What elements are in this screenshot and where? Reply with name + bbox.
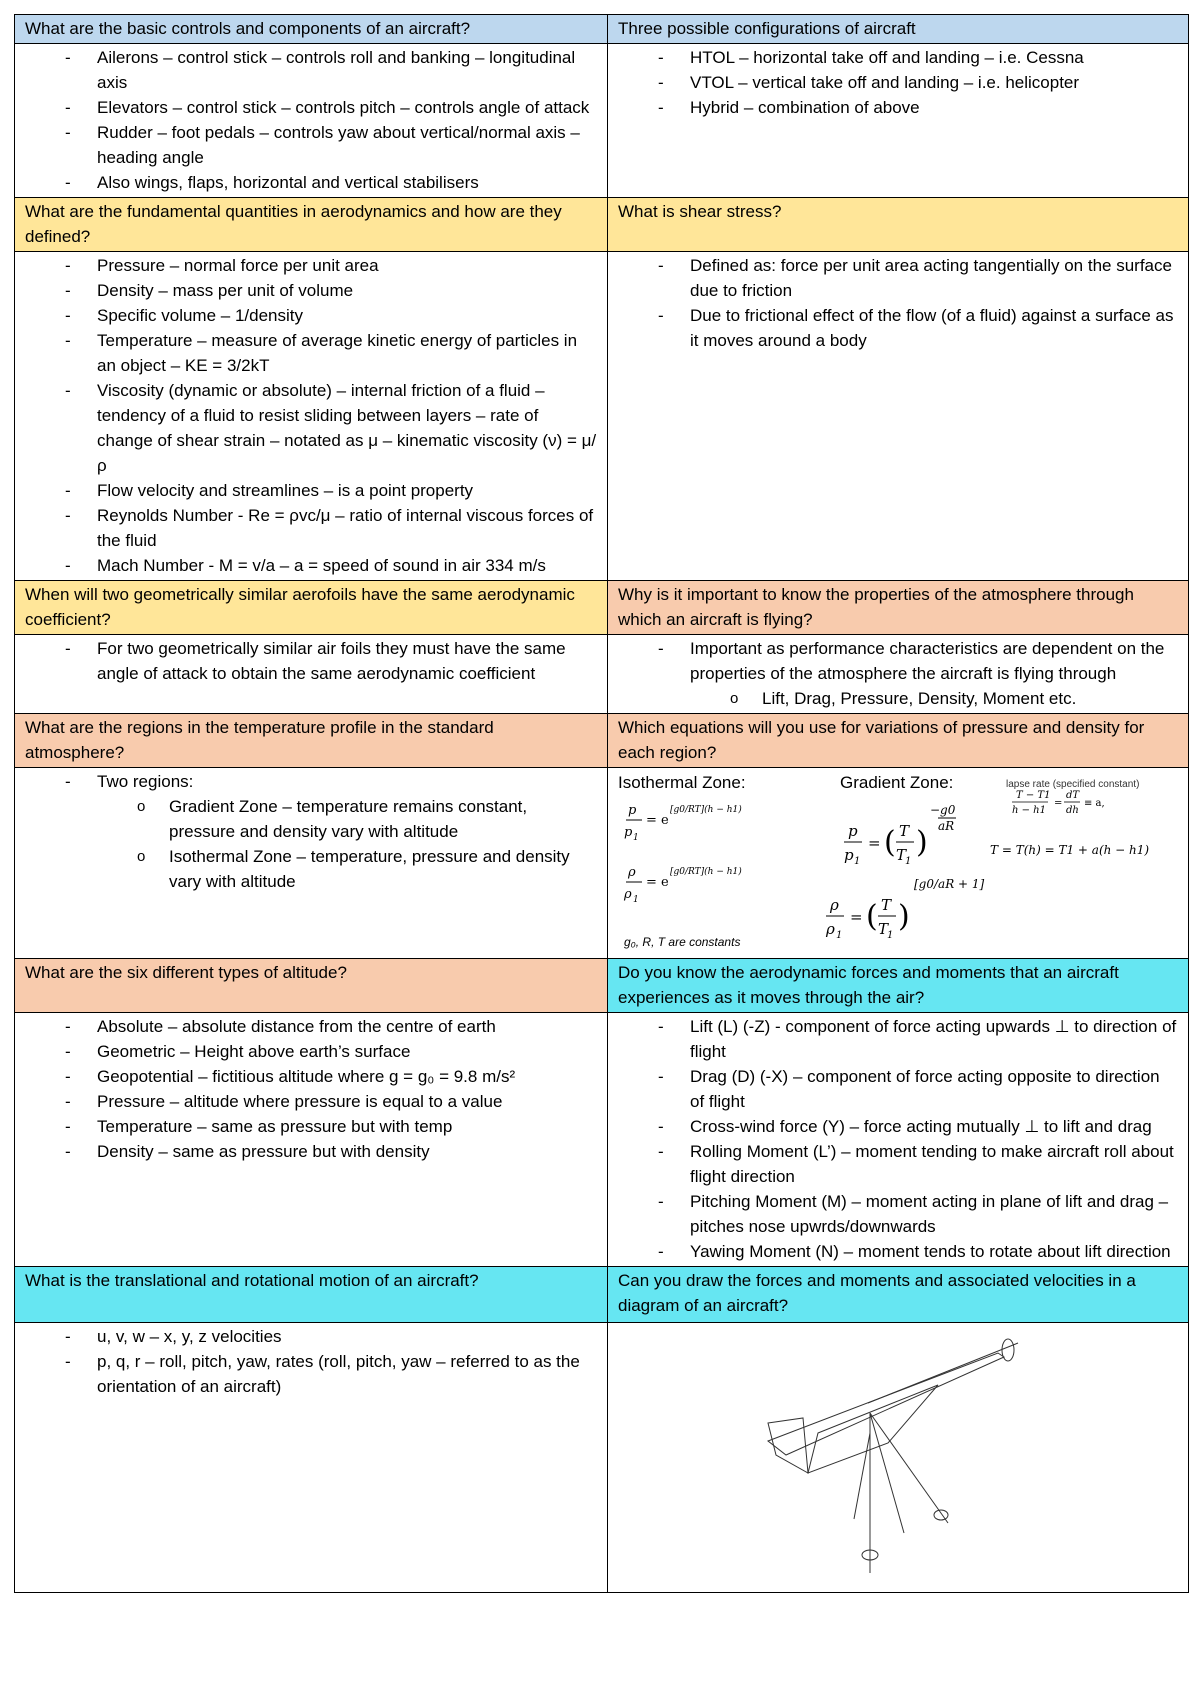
pitch-moment-arrow <box>934 1510 948 1520</box>
svg-text:p: p <box>624 825 633 840</box>
list-item: - Lift (L) (-Z) - component of force acting upwards ⊥ to direction of flight <box>658 1014 1178 1064</box>
svg-text:aR: aR <box>938 819 955 833</box>
row-answer-5 <box>15 1013 1189 1267</box>
row-answer-6 <box>15 1323 1189 1593</box>
aircraft-tail <box>768 1418 808 1473</box>
svg-text:dh: dh <box>1066 805 1079 816</box>
svg-text:1: 1 <box>836 930 843 941</box>
question-motion: What is the translational and rotational motion of an aircraft? <box>15 1267 608 1323</box>
list-item: - VTOL – vertical take off and landing – i.e. helicopter <box>658 70 1178 95</box>
list-item: - Geopotential – fictitious altitude where g = g₀ = 9.8 m/s² <box>65 1064 597 1089</box>
svg-text:1: 1 <box>854 856 861 867</box>
list-item: - Due to frictional effect of the flow (of a fluid) against a surface as it moves around a body <box>658 303 1178 353</box>
svg-text:h − h1: h − h1 <box>1012 805 1046 816</box>
svg-text:= e: = e <box>646 875 669 890</box>
sub-list-item: o Lift, Drag, Pressure, Density, Moment etc. <box>730 686 1178 711</box>
list-item: - Specific volume – 1/density <box>65 303 597 328</box>
row-header-6 <box>15 1267 1189 1323</box>
y-axis-line <box>870 1413 948 1523</box>
list-item: - Pressure – normal force per unit area <box>65 253 597 278</box>
list-item: - Defined as: force per unit area acting tangentially on the surface due to friction <box>658 253 1178 303</box>
question-region-equations: Which equations will you use for variations of pressure and density for each region? <box>608 714 1189 768</box>
answer-aerofoil-coefficient <box>15 635 608 714</box>
temperature-equation <box>990 843 1149 857</box>
aircraft-wing <box>808 1385 938 1473</box>
gradient-density-equation <box>825 877 985 941</box>
svg-text:p: p <box>844 846 854 864</box>
row-header-4 <box>15 714 1189 768</box>
svg-text:[g0/aR + 1]: [g0/aR + 1] <box>914 877 985 891</box>
list-item: - Flow velocity and streamlines – is a point property <box>65 478 597 503</box>
question-aerodynamic-forces: Do you know the aerodynamic forces and moments that an aircraft experiences as it moves through the air? <box>608 959 1189 1013</box>
list-item: - Geometric – Height above earth’s surface <box>65 1039 597 1064</box>
list-item: - Elevators – control stick – controls pitch – controls angle of attack <box>65 95 597 120</box>
svg-text:(: ( <box>884 825 896 860</box>
svg-text:): ) <box>916 825 928 860</box>
sub-list-item: o Gradient Zone – temperature remains constant, pressure and density vary with altitude <box>137 794 597 844</box>
answer-atmosphere-properties <box>608 635 1189 714</box>
question-aerofoil-coefficient: When will two geometrically similar aerofoils have the same aerodynamic coefficient? <box>15 581 608 635</box>
gradient-pressure-equation <box>844 803 956 867</box>
list-item: - Density – same as pressure but with density <box>65 1139 597 1164</box>
list-item: - Viscosity (dynamic or absolute) – internal friction of a fluid – tendency of a fluid to resist sliding between layers – rate of change of shear strain – notated as μ – kinematic viscosity (ν) = μ/ρ <box>65 378 597 478</box>
question-temperature-regions: What are the regions in the temperature profile in the standard atmosphere? <box>15 714 608 768</box>
constants-note: g₀, R, T are constants <box>624 935 741 949</box>
row-header-2 <box>15 198 1189 252</box>
question-shear-stress: What is shear stress? <box>608 198 1189 252</box>
list-item: - Reynolds Number - Re = ρvc/μ – ratio of internal viscous forces of the fluid <box>65 503 597 553</box>
svg-text:≡ a,: ≡ a, <box>1084 798 1105 809</box>
answer-motion <box>15 1323 608 1593</box>
list-item: - Two regions: <box>65 769 597 794</box>
row-header-1 <box>15 15 1189 44</box>
list-item: - HTOL – horizontal take off and landing – i.e. Cessna <box>658 45 1178 70</box>
list-item: - Ailerons – control stick – controls roll and banking – longitudinal axis <box>65 45 597 95</box>
svg-text:(: ( <box>866 899 878 934</box>
row-answer-4 <box>15 768 1189 959</box>
list-item: - u, v, w – x, y, z velocities <box>65 1324 597 1349</box>
svg-text:T = T(h) = T1 + a(h − h1): T = T(h) = T1 + a(h − h1) <box>990 843 1150 857</box>
svg-text:): ) <box>898 899 910 934</box>
svg-text:1: 1 <box>905 856 912 867</box>
svg-text:1: 1 <box>887 930 894 941</box>
svg-text:= e: = e <box>646 813 669 828</box>
list-item: - Cross-wind force (Y) – force acting mutually ⊥ to lift and drag <box>658 1114 1178 1139</box>
answer-altitude-types <box>15 1013 608 1267</box>
roll-moment-arrow <box>1002 1339 1014 1361</box>
answer-temperature-regions <box>15 768 608 959</box>
svg-text:=: = <box>850 908 863 926</box>
list-item: - Mach Number - M = v/a – a = speed of sound in air 334 m/s <box>65 553 597 578</box>
list-item: - Hybrid – combination of above <box>658 95 1178 120</box>
list-item: - Pressure – altitude where pressure is equal to a value <box>65 1089 597 1114</box>
list-item: - Important as performance characteristics are dependent on the properties of the atmosphere the aircraft is flying through <box>658 636 1178 686</box>
answer-region-equations <box>608 768 1189 959</box>
answer-diagram <box>608 1323 1189 1593</box>
revision-table <box>14 14 1189 1593</box>
svg-text:T: T <box>881 896 892 914</box>
svg-text:=: = <box>868 834 881 852</box>
svg-text:1: 1 <box>633 833 639 843</box>
svg-text:T − T1: T − T1 <box>1016 790 1051 801</box>
isothermal-density-equation <box>623 865 742 905</box>
svg-text:[g0/RT](h − h1): [g0/RT](h − h1) <box>670 867 742 877</box>
lapse-rate-equation <box>1012 790 1105 816</box>
answer-fundamental-quantities <box>15 252 608 581</box>
question-atmosphere-properties: Why is it important to know the properties of the atmosphere through which an aircraft is flying? <box>608 581 1189 635</box>
question-configurations: Three possible configurations of aircraft <box>608 15 1189 44</box>
svg-text:p: p <box>628 803 637 818</box>
sub-list-item: o Isothermal Zone – temperature, pressure and density vary with altitude <box>137 844 597 894</box>
question-fundamental-quantities: What are the fundamental quantities in aerodynamics and how are they defined? <box>15 198 608 252</box>
aircraft-fuselage <box>768 1353 1004 1455</box>
list-item: - Temperature – same as pressure but with temp <box>65 1114 597 1139</box>
svg-text:ρ: ρ <box>624 887 632 902</box>
equations-figure <box>608 768 1188 958</box>
list-item: - Absolute – absolute distance from the centre of earth <box>65 1014 597 1039</box>
svg-text:T: T <box>899 822 910 840</box>
answer-aerodynamic-forces <box>608 1013 1189 1267</box>
isothermal-heading: Isothermal Zone: <box>618 773 746 792</box>
list-item: - Rolling Moment (L’) – moment tending to make aircraft roll about flight direction <box>658 1139 1178 1189</box>
isothermal-pressure-equation <box>624 803 742 843</box>
svg-text:=: = <box>1054 798 1063 809</box>
svg-text:dT: dT <box>1066 790 1080 801</box>
aircraft-axes-diagram <box>608 1323 1188 1585</box>
svg-text:T: T <box>878 920 889 938</box>
svg-text:ρ: ρ <box>826 920 835 938</box>
answer-configurations <box>608 44 1189 198</box>
lapse-rate-label: lapse rate (specified constant) <box>1006 779 1140 790</box>
svg-text:T: T <box>896 846 907 864</box>
question-altitude-types: What are the six different types of altitude? <box>15 959 608 1013</box>
list-item: - For two geometrically similar air foils they must have the same angle of attack to obtain the same aerodynamic coefficient <box>65 636 597 686</box>
answer-shear-stress <box>608 252 1189 581</box>
svg-text:ρ: ρ <box>830 896 839 914</box>
row-header-3 <box>15 581 1189 635</box>
gradient-heading: Gradient Zone: <box>840 773 954 792</box>
equations-panel <box>608 768 1188 958</box>
list-item: - Yawing Moment (N) – moment tends to rotate about lift direction <box>658 1239 1178 1264</box>
list-item: - Density – mass per unit of volume <box>65 278 597 303</box>
question-controls: What are the basic controls and components of an aircraft? <box>15 15 608 44</box>
list-item: - Drag (D) (-X) – component of force acting opposite to direction of flight <box>658 1064 1178 1114</box>
list-item: - Pitching Moment (M) – moment acting in plane of lift and drag – pitches nose upwrds/downwards <box>658 1189 1178 1239</box>
list-item: - p, q, r – roll, pitch, yaw, rates (roll, pitch, yaw – referred to as the orientation of an aircraft) <box>65 1349 597 1399</box>
question-diagram: Can you draw the forces and moments and associated velocities in a diagram of an aircraft? <box>608 1267 1189 1323</box>
row-answer-3 <box>15 635 1189 714</box>
answer-controls <box>15 44 608 198</box>
list-item: - Rudder – foot pedals – controls yaw about vertical/normal axis – heading angle <box>65 120 597 170</box>
svg-text:p: p <box>848 822 858 840</box>
row-answer-2 <box>15 252 1189 581</box>
list-item: - Also wings, flaps, horizontal and vertical stabilisers <box>65 170 597 195</box>
svg-text:ρ: ρ <box>628 865 636 880</box>
row-header-5 <box>15 959 1189 1013</box>
svg-text:[g0/RT](h − h1): [g0/RT](h − h1) <box>670 805 742 815</box>
svg-text:−g0: −g0 <box>930 803 956 817</box>
svg-text:1: 1 <box>633 895 639 905</box>
x-axis-line <box>868 1343 1018 1403</box>
row-answer-1 <box>15 44 1189 198</box>
list-item: - Temperature – measure of average kinetic energy of particles in an object – KE = 3/2kT <box>65 328 597 378</box>
